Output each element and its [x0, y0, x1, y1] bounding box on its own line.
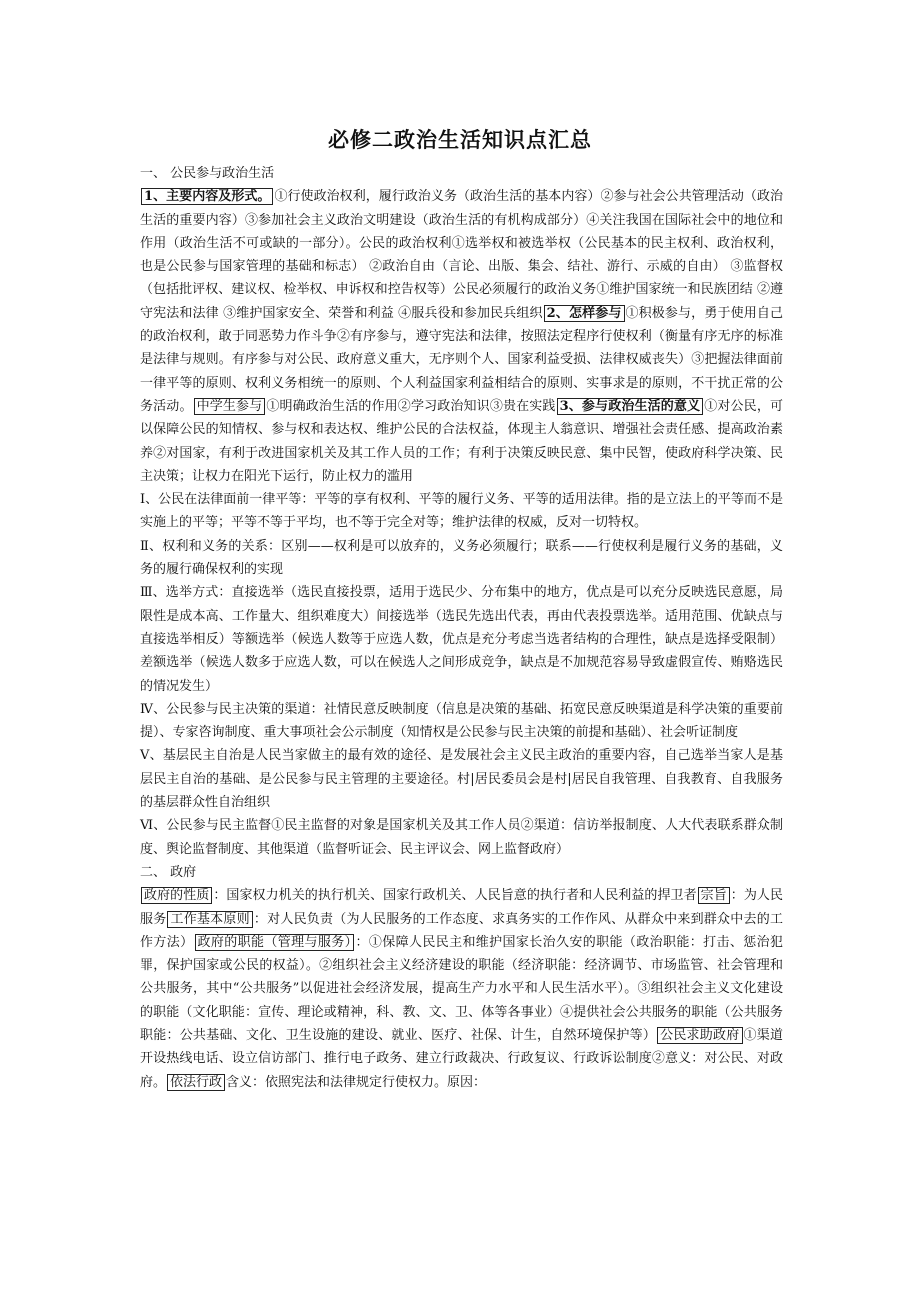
boxed-term-how-to-participate: 2、怎样参与	[544, 305, 625, 322]
document-body	[140, 162, 783, 1094]
paragraph-text: 含义：依照宪法和法律规定行使权力。原因：	[226, 1074, 487, 1090]
paragraph-text: ①明确政治生活的作用②学习政治知识③贵在实践	[266, 398, 556, 414]
section-2-paragraph	[140, 884, 783, 1094]
section-1-paragraph	[140, 185, 783, 488]
paragraph-text: ①渠道开设热线电话、设立信访部门、推行电子政务、建立行政裁决、行政复议、行政诉讼制度②意义：对公民、对政府。	[140, 1027, 783, 1090]
boxed-term-purpose: 宗旨	[698, 887, 730, 904]
point-rights-duties: Ⅱ、权利和义务的关系：区别——权利是可以放弃的，义务必须履行；联系——行使权利是履行义务的基础，义务的履行确保权利的实现	[140, 538, 783, 578]
boxed-term-nature: 政府的性质	[141, 887, 212, 904]
paragraph-text: ：国家权力机关的执行机关、国家行政机关、人民旨意的执行者和人民利益的捍卫者	[213, 888, 697, 904]
point-democratic-supervision: Ⅵ、公民参与民主监督①民主监督的对象是国家机关及其工作人员②渠道：信访举报制度、人大代表联系群众制度、舆论监督制度、其他渠道（监督听证会、民主评议会、网上监督政府）	[140, 818, 783, 857]
paragraph-text: ①积极参与，勇于使用自己的政治权利，敢于同恶势力作斗争②有序参与，遵守宪法和法律，按照法定程序行使权利（衡量有序无序的标准是法律与规则。有序参与对公民、政府意义重大，无序则个人、国家利益受损、法律权威丧失）③把握法律面前一律平等的原则、权利义务相统一的原则、个人利益国家利益相结合的原则、实事求是的原则，不干扰正常的公务活动。	[140, 305, 783, 414]
point-equality: Ⅰ、公民在法律面前一律平等：平等的享有权利、平等的履行义务、平等的适用法律。指的是立法上的平等而不是实施上的平等；平等不等于平均，也不等于完全对等；维护法律的权威，反对一切特权。	[140, 492, 783, 531]
paragraph-text: ：对人民负责（为人民服务的工作态度、求真务实的工作作风、从群众中来到群众中去的工作方法）	[140, 911, 783, 950]
boxed-term-principles: 工作基本原则	[167, 911, 252, 928]
paragraph-text: ：为人民服务	[140, 888, 783, 927]
boxed-term-significance: 3、参与政治生活的意义	[557, 398, 704, 415]
section-heading-1: 一、 公民参与政治生活	[140, 166, 275, 181]
boxed-term-students: 中学生参与	[194, 398, 266, 415]
point-election-methods: Ⅲ、选举方式：直接选举（选民直接投票，适用于选民少、分布集中的地方，优点是可以充分反映选民意愿，局限性是成本高、工作量大、组织难度大）间接选举（选民先选出代表，再由代表投票选举。适用范围、优缺点与直接选举相反）等额选举（候选人数等于应选人数，优点是充分考虑当选者结构的合理性，缺点是选择受限制）差额选举（候选人数多于应选人数，可以在候选人之间形成竞争，缺点是不加规范容易导致虚假宣传、贿赂选民的情况发生）	[140, 585, 783, 694]
boxed-term-seek-help: 公民求助政府	[657, 1027, 742, 1044]
section-heading-2: 二、 政府	[140, 864, 197, 880]
paragraph-text: ①对公民，可以保障公民的知情权、参与权和表达权、维护公民的合法权益，体现主人翁意识、增强社会责任感、提高政治素养②对国家，有利于改进国家机关及其工作人员的工作；有利于决策反映民意、集中民智，使政府科学决策、民主决策；让权力在阳光下运行，防止权力的滥用	[140, 398, 783, 484]
point-grassroots-autonomy: Ⅴ、基层民主自治是人民当家做主的最有效的途径、是发展社会主义民主政治的重要内容，自己选举当家人是基层民主自治的基础、是公民参与民主管理的主要途径。村|居民委员会是村|居民自我管理、自我教育、自我服务的基层群众性自治组织	[140, 748, 783, 811]
boxed-term-functions: 政府的职能（管理与服务）	[195, 934, 355, 951]
boxed-term-rule-of-law: 依法行政	[167, 1074, 225, 1091]
point-decision-channels: Ⅳ、公民参与民主决策的渠道：社情民意反映制度（信息是决策的基础、拓宽民意反映渠道是科学决策的重要前提）、专家咨询制度、重大事项社会公示制度（知情权是公民参与民主决策的前提和基础）、社会听证制度	[140, 701, 783, 741]
boxed-term-content-forms: 1、主要内容及形式。	[141, 188, 273, 205]
paragraph-text: ①行使政治权利，履行政治义务（政治生活的基本内容）②参与社会公共管理活动（政治生活的重要内容）③参加社会主义政治文明建设（政治生活的有机构成部分）④关注我国在国际社会中的地位和作用（政治生活不可或缺的一部分）。公民的政治权利①选举权和被选举权（公民基本的民主权利、政治权利，也是公民参与国家管理的基础和标志） ②政治自由（言论、出版、集会、结社、游行、示威的自由） ③监督权（包括批评权、建议权、检举权、申诉权和控告权等）公民必须履行的政治义务①维护国家统一和民族团结 ②遵守宪法和法律 ③维护国家安全、荣誉和利益 ④服兵役和参加民兵组织	[140, 189, 783, 321]
paragraph-text: ：①保障人民民主和维护国家长治久安的职能（政治职能：打击、惩治犯罪，保护国家或公民的权益）。②组织社会主义经济建设的职能（经济职能：经济调节、市场监管、社会管理和公共服务，其中“公共服务”以促进社会经济发展，提高生产力水平和人民生活水平）。③组织社会主义文化建设的职能（文化职能：宣传、理论或精神，科、教、文、卫、体等各事业）④提供社会公共服务的职能（公共服务职能：公共基础、文化、卫生设施的建设、就业、医疗、社保、计生，自然环境保护等）	[140, 934, 783, 1043]
page-title: 必修二政治生活知识点汇总	[328, 128, 592, 152]
